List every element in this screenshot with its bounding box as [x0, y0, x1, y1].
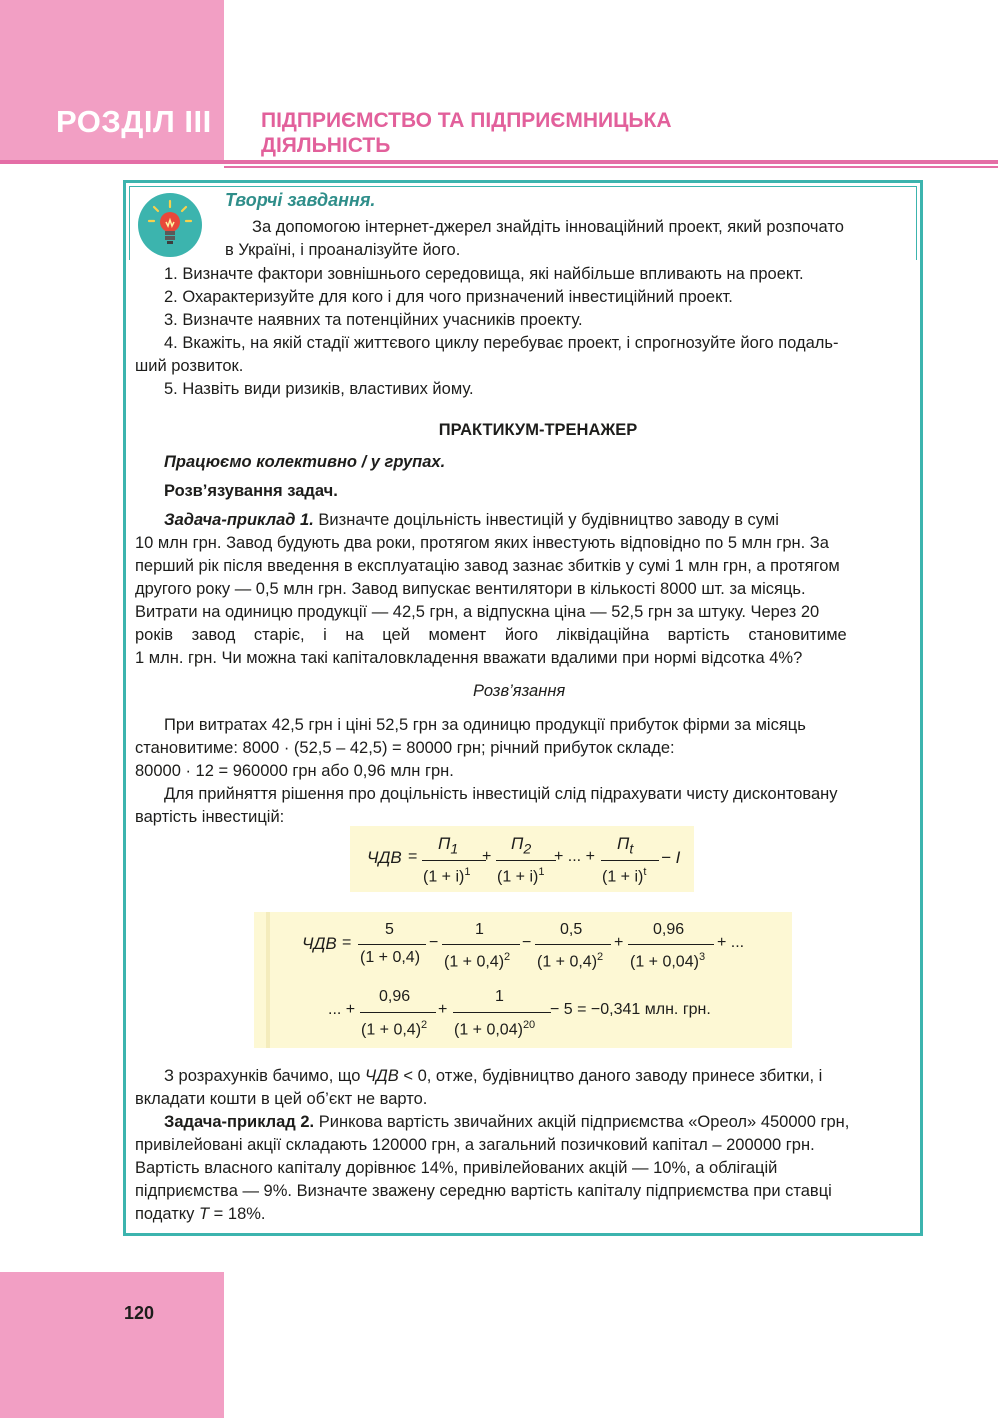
- formula-exponent: 2: [421, 1019, 428, 1031]
- formula-denominator: (1 + 0,4): [360, 949, 421, 966]
- formula-exponent: 2: [597, 951, 604, 963]
- task2-text: Ринкова вартість звичайних акцій підприємства «Ореол» 450000 грн,: [318, 1113, 850, 1131]
- formula-operator: ... +: [328, 1001, 356, 1018]
- formula-denominator-text: (1 + i): [423, 868, 465, 886]
- creative-intro: За допомогою інтернет-джерел знайдіть інноваційний проект, який розпочато: [252, 218, 844, 236]
- formula-numerator: [617, 834, 633, 857]
- formula-lhs: ЧДВ: [302, 934, 337, 953]
- formula-symbol: П: [511, 834, 524, 853]
- formula-denominator: [444, 951, 510, 971]
- list-item: 4. Вкажіть, на якій стадії життєвого циклу перебуває проект, і спрогнозуйте його подаль-: [164, 334, 839, 352]
- formula-denominator: [602, 866, 646, 886]
- page-number: 120: [124, 1303, 155, 1323]
- task2-text: привілейовані акції складають 120000 грн, а загальний позичковий капітал – 200000 грн.: [135, 1136, 815, 1154]
- task1-text: Визначте доцільність інвестицій у будівництво заводу в сумі: [318, 511, 779, 529]
- solution-text: 80000 · 12 = 960000 грн або 0,96 млн грн.: [135, 762, 454, 780]
- formula-operator: +: [614, 934, 624, 951]
- header-rule: [0, 160, 998, 164]
- formula-symbol: П: [617, 834, 630, 853]
- task2-text-part: податку: [135, 1205, 199, 1223]
- formula-numerator: 0,96: [653, 921, 685, 938]
- formula-result: − 5 = −0,341 млн. грн.: [550, 1001, 711, 1018]
- chapter-label: РОЗДІЛ III: [56, 104, 212, 139]
- formula-symbol: П: [438, 834, 451, 853]
- task2-tax-symbol: T: [199, 1205, 210, 1223]
- formula-denominator: [497, 866, 544, 886]
- conclusion-text: [164, 1065, 914, 1088]
- task2-first-line: [164, 1111, 849, 1134]
- creative-task-heading: Творчі завдання.: [225, 190, 376, 210]
- formula-exponent: 3: [698, 951, 706, 963]
- formula-tail: − I: [661, 848, 681, 867]
- formula-denominator: [361, 1019, 427, 1039]
- formula-denominator-text: (1 + 0,04): [630, 953, 699, 971]
- solution-heading: Розв’язання: [473, 682, 566, 700]
- chapter-title-line: ПІДПРИЄМСТВО ТА ПІДПРИЄМНИЦЬКА: [261, 109, 672, 132]
- formula-denominator: [454, 1019, 535, 1039]
- formula-exponent: t: [643, 866, 647, 878]
- task2-label: Задача-приклад 2.: [164, 1113, 315, 1131]
- formula-exponent: 20: [522, 1019, 536, 1031]
- conclusion-text-part: < 0, отже, будівництво даного заводу принесе збитки, і: [398, 1067, 823, 1085]
- npv-formula: [350, 826, 694, 892]
- fraction-bar: [535, 944, 611, 945]
- conclusion-npv: ЧДВ: [365, 1067, 399, 1085]
- practicum-title: ПРАКТИКУМ-ТРЕНАЖЕР: [438, 421, 638, 439]
- solution-text: При витратах 42,5 грн і ціні 52,5 грн за одиницю продукції прибуток фірми за місяць: [164, 716, 806, 734]
- formula-subscript: t: [629, 841, 634, 858]
- task1-text: другого року — 0,5 млн грн. Завод випускає вентилятори в кількості 8000 шт. за місяць.: [135, 580, 806, 598]
- task2-text: Вартість власного капіталу дорівнює 14%, привілейованих акцій — 10%, а облігацій: [135, 1159, 778, 1177]
- task1-text: перший рік після введення в експлуатацію завод зазнає збитків у сумі 1 млн грн, а протягом: [135, 557, 840, 575]
- chapter-title-line: ДІЯЛЬНІСТЬ: [261, 134, 391, 157]
- formula-eq: =: [408, 848, 418, 865]
- formula-operator: −: [522, 934, 532, 951]
- formula-numerator: 0,5: [560, 921, 583, 938]
- task1-text: 1 млн. грн. Чи можна такі капіталовкладення вважати вдалими при нормі відсотка 4%?: [135, 649, 803, 667]
- formula-operator: + ... +: [554, 848, 595, 865]
- formula-denominator: [630, 951, 705, 971]
- task1-text: 10 млн грн. Завод будують два роки, протягом яких інвестують відповідно по 5 млн грн. За: [135, 534, 829, 552]
- formula-operator: + ...: [717, 934, 745, 951]
- formula-exponent: 1: [538, 866, 545, 878]
- formula-denominator-text: (1 + 0,4): [361, 1021, 422, 1039]
- fraction-bar: [496, 860, 556, 861]
- conclusion-text: вкладати кошти в цей об’єкт не варто.: [135, 1090, 428, 1108]
- formula-subscript: 2: [523, 841, 532, 858]
- formula-denominator-text: (1 + 0,4): [537, 953, 598, 971]
- solution-text: Для прийняття рішення про доцільність інвестицій слід підрахувати чисту дисконтовану: [164, 785, 838, 803]
- formula-numerator: [438, 834, 458, 857]
- formula-exponent: 2: [504, 951, 511, 963]
- footer-band: [0, 1272, 224, 1418]
- formula-numerator: 0,96: [379, 988, 411, 1005]
- formula-operator: +: [438, 1001, 448, 1018]
- fraction-bar: [628, 944, 714, 945]
- list-item: 5. Назвіть види ризиків, властивих йому.: [164, 380, 474, 398]
- formula-accent: [266, 912, 270, 1048]
- task2-last-line: [135, 1203, 266, 1226]
- formula-subscript: 1: [450, 841, 459, 858]
- formula-lhs: ЧДВ: [367, 848, 402, 867]
- formula-numerator: 1: [475, 921, 484, 938]
- formula-eq: =: [342, 934, 352, 951]
- list-item: 1. Визначте фактори зовнішнього середовища, які найбільше впливають на проект.: [164, 265, 804, 283]
- task1-first-line: [164, 509, 912, 532]
- list-item: ший розвиток.: [135, 357, 244, 375]
- fraction-bar: [358, 944, 426, 945]
- group-work-label: Працюємо колективно / у групах.: [164, 453, 446, 471]
- fraction-bar: [442, 944, 520, 945]
- formula-exponent: 1: [464, 866, 471, 878]
- task2-text: підприємства — 9%. Визначте зважену середню вартість капіталу підприємства при ставці: [135, 1182, 832, 1200]
- lightbulb-icon: [138, 193, 202, 257]
- formula-denominator-text: (1 + 0,4): [444, 953, 505, 971]
- npv-calculation: [254, 912, 792, 1048]
- solving-label: Розв’язування задач.: [164, 482, 338, 500]
- formula-operator: −: [429, 934, 439, 951]
- chapter-title: [261, 108, 672, 158]
- task2-text-part: = 18%.: [209, 1205, 266, 1223]
- task1-label: Задача-приклад 1.: [164, 511, 314, 529]
- formula-denominator-text: (1 + 0,04): [454, 1021, 523, 1039]
- task1-text: років завод старіє, і на цей момент його ліквідаційна вартість становитиме: [135, 626, 847, 644]
- fraction-bar: [601, 860, 659, 861]
- formula-numerator: 5: [385, 921, 394, 938]
- solution-text: вартість інвестицій:: [135, 808, 285, 826]
- list-item: 3. Визначте наявних та потенційних учасників проекту.: [164, 311, 583, 329]
- formula-numerator: [511, 834, 531, 857]
- solution-text: становитиме: 8000 · (52,5 – 42,5) = 80000 грн; річний прибуток складе:: [135, 739, 675, 757]
- fraction-bar: [422, 860, 486, 861]
- creative-intro: в Україні, і проаналізуйте його.: [225, 241, 461, 259]
- formula-denominator: [423, 866, 470, 886]
- fraction-bar: [360, 1012, 436, 1013]
- formula-numerator: 1: [495, 988, 504, 1005]
- list-item: 2. Охарактеризуйте для кого і для чого призначений інвестиційний проект.: [164, 288, 733, 306]
- formula-denominator-text: (1 + i): [497, 868, 539, 886]
- conclusion-text-part: З розрахунків бачимо, що: [164, 1067, 366, 1085]
- formula-denominator-text: (1 + i): [602, 868, 644, 886]
- task1-text: Витрати на одиницю продукції — 42,5 грн, а відпускна ціна — 52,5 грн за штуку. Через 20: [135, 603, 820, 621]
- header-rule: [224, 166, 998, 168]
- fraction-bar: [453, 1012, 551, 1013]
- formula-operator: +: [482, 848, 492, 865]
- formula-denominator: [537, 951, 603, 971]
